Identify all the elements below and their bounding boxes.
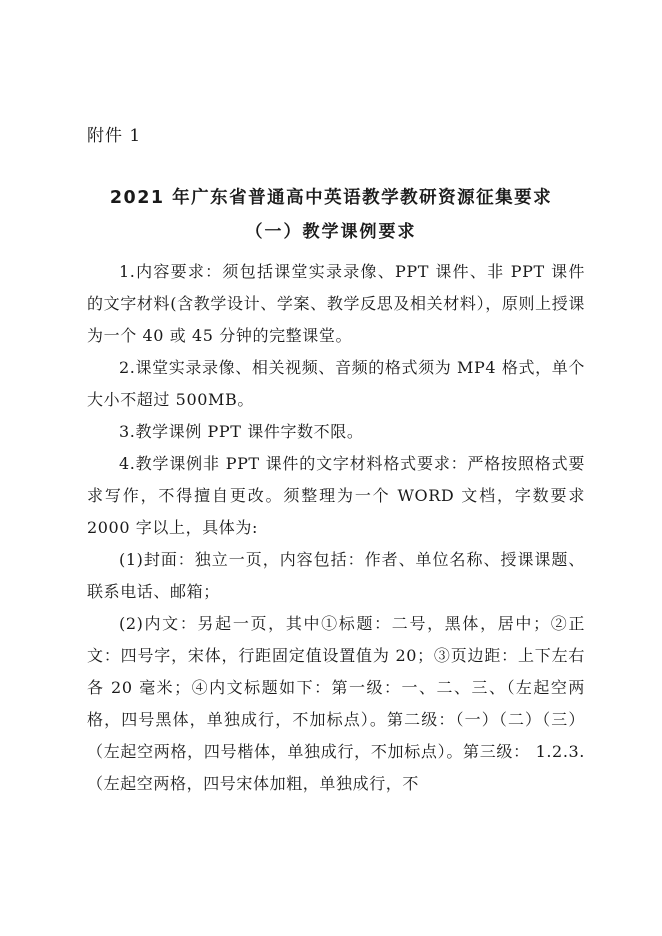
paragraph-ppt-word-count: 3.教学课例 PPT 课件字数不限。 <box>119 422 364 441</box>
section-heading: （一）教学课例要求 <box>245 222 417 242</box>
document-title: 2021 年广东省普通高中英语教学教研资源征集要求 <box>109 188 553 208</box>
paragraph-content-requirements: 1.内容要求：须包括课堂实录录像、PPT 课件、非 PPT 课件的文字材料(含教学设计、学案、教学反思及相关材料），原则上授课为一个 40 或 45 分钟的完整课堂。 <box>87 262 585 345</box>
paragraph-video-format: 2.课堂实录录像、相关视频、音频的格式须为 MP4 格式，单个大小不超过 500MB。 <box>87 358 585 409</box>
paragraph-body-format: (2)内文：另起一页，其中①标题：二号，黑体，居中；②正文：四号字，宋体，行距固定值设置值为 20；③页边距：上下左右各 20 毫米；④内文标题如下：第一级：一、二、三、（左起空两格，四号黑体，单独成行，不加标点）。第二级：（一）（二）（三）（左起空两格，四号楷体，单独成行，不加标点）。第三级： 1.2.3.（左起空两格，四号宋体加粗，单独成行，不 <box>87 614 585 793</box>
paragraph-text-material-format: 4.教学课例非 PPT 课件的文字材料格式要求：严格按照格式要求写作，不得擅自更改。须整理为一个 WORD 文档，字数要求 2000 字以上，具体为: <box>87 454 585 537</box>
attachment-label: 附件 1 <box>87 126 142 146</box>
paragraph-cover-page: (1)封面：独立一页，内容包括：作者、单位名称、授课课题、联系电话、邮箱； <box>87 550 585 601</box>
document-body <box>87 256 585 800</box>
